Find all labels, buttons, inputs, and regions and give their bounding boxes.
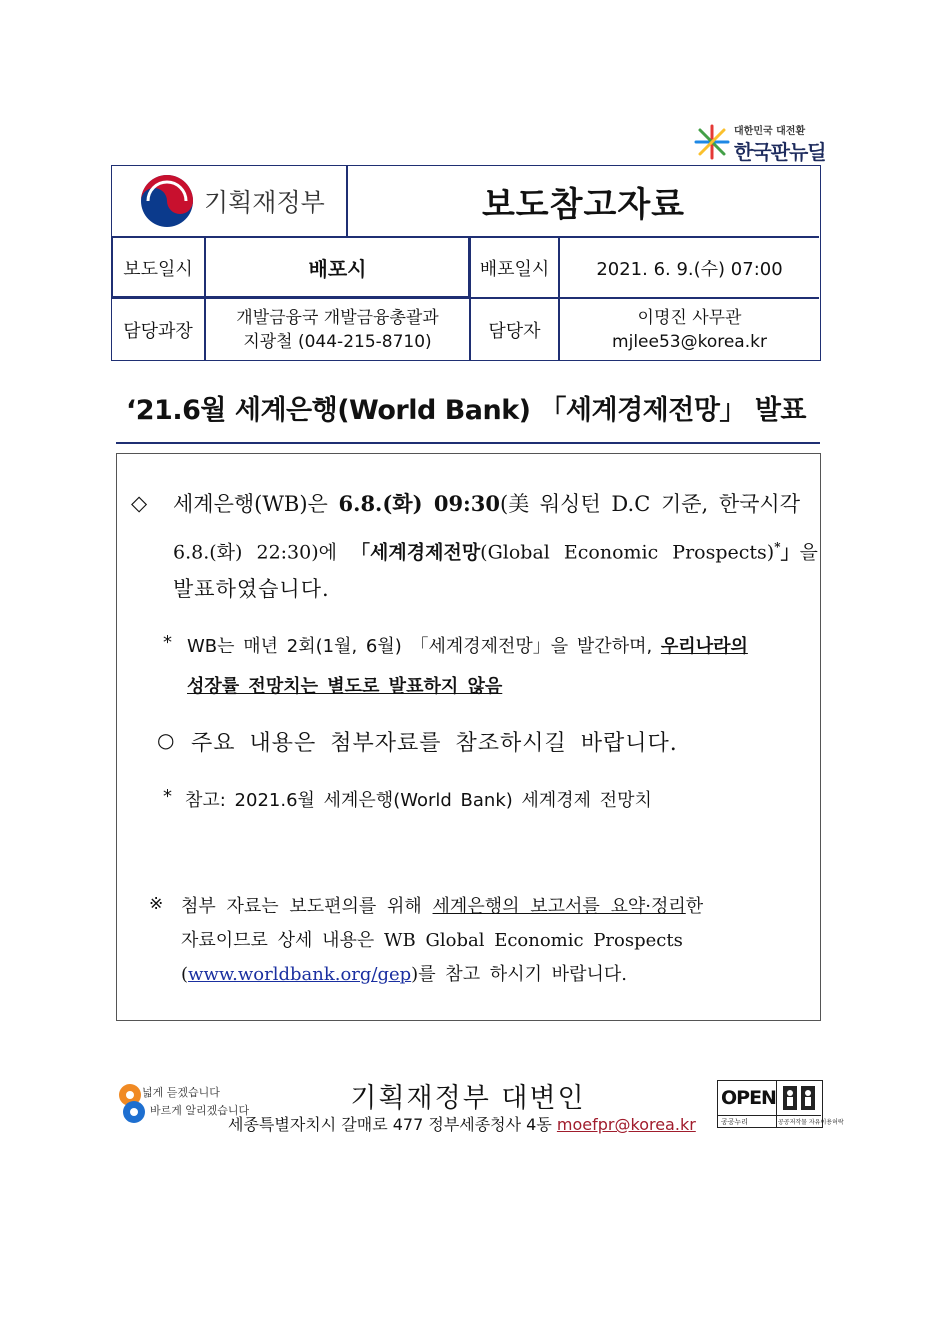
- open-sub-label: 공공누리: [721, 1118, 749, 1126]
- department-head: 지광철 (044-215-8710): [243, 331, 432, 352]
- release-time-value: 배포시: [308, 257, 367, 281]
- press-headline: ‘21.6월 세계은행(World Bank) 「세계경제전망」 발표: [126, 395, 806, 426]
- note-1-line-1: WB는 매년 2회(1월, 6월) 「세계경제전망」을 발간하며, 우리나라의: [187, 636, 748, 657]
- note-3-line-2: 자료이므로 상세 내용은 WB Global Economic Prospects: [181, 930, 683, 951]
- reference-mark-icon: ※: [149, 894, 164, 914]
- headline-divider: [116, 442, 820, 444]
- press-header-table: [111, 165, 821, 361]
- contact-name: 이명진 사무관: [637, 307, 742, 328]
- paragraph-1-line-3: 발표하였습니다.: [173, 577, 330, 601]
- kogl-open-license: [717, 1080, 844, 1128]
- release-time-label: 보도일시: [123, 258, 193, 280]
- department-info: [206, 299, 469, 360]
- paragraph-1-line-2: 6.8.(화) 22:30)에 「세계경제전망(Global Economic Prospects)*」을: [173, 540, 818, 564]
- document-type-title: 보도참고자료: [481, 184, 686, 225]
- ministry-logo: [112, 166, 346, 236]
- distribute-time-label: 배포일시: [479, 258, 550, 280]
- department-label: 담당과장: [123, 320, 193, 342]
- department-name: 개발금융국 개발금융총괄과: [236, 307, 439, 328]
- slogan-line-2: 바르게 알리겠습니다: [150, 1104, 250, 1117]
- ministry-name: 기획재정부: [204, 188, 325, 217]
- content-box: [116, 453, 821, 1021]
- taegeuk-emblem-icon: [138, 172, 196, 230]
- paragraph-2: 주요 내용은 첨부자료를 참조하시길 바랍니다.: [191, 731, 678, 756]
- note-1-line-2: 성장률 전망치는 별도로 발표하지 않음: [187, 676, 503, 697]
- contact-label: 담당자: [488, 320, 541, 342]
- bullet-circle-icon: ○: [157, 728, 175, 752]
- spokesperson-title: 기획재정부 대변인: [350, 1083, 586, 1114]
- slogan-line-1: 넓게 듣겠습니다: [142, 1086, 220, 1099]
- note-1-asterisk: *: [163, 632, 172, 653]
- contact-info: [560, 299, 819, 360]
- contact-email: mjlee53@korea.kr: [612, 331, 767, 352]
- worldbank-gep-link[interactable]: www.worldbank.org/gep: [188, 964, 412, 985]
- note-3-line-3: (www.worldbank.org/gep)를 참고 하시기 바랍니다.: [181, 964, 627, 985]
- paragraph-1-line-1: 세계은행(WB)은 6.8.(화) 09:30(美 워싱턴 D.C 기준, 한국시각: [173, 491, 801, 516]
- attribution-person-icon: [782, 1085, 816, 1111]
- open-label: OPEN: [721, 1087, 776, 1109]
- new-deal-star-icon: [694, 124, 730, 160]
- note-3-line-1: 첨부 자료는 보도편의를 위해 세계은행의 보고서를 요약·정리한: [181, 896, 704, 917]
- distribute-time-value: 2021. 6. 9.(수) 07:00: [596, 258, 783, 280]
- korean-new-deal-logo: [694, 122, 824, 162]
- release-highlight-frame: [111, 236, 470, 298]
- note-2: 참고: 2021.6월 세계은행(World Bank) 세계경제 전망치: [185, 790, 652, 811]
- new-deal-subtitle: 대한민국 대전환: [734, 126, 806, 137]
- new-deal-title: 한국판뉴딜: [734, 140, 826, 164]
- open-license-terms: 공공저작물 자유이용허락: [778, 1119, 844, 1126]
- spokesperson-email-link[interactable]: moefpr@korea.kr: [556, 1115, 696, 1134]
- bullet-diamond-icon: ◇: [131, 491, 148, 515]
- ministry-address: 세종특별자치시 갈매로 477 정부세종청사 4동 moefpr@korea.kr: [228, 1115, 696, 1134]
- note-2-asterisk: *: [163, 786, 172, 807]
